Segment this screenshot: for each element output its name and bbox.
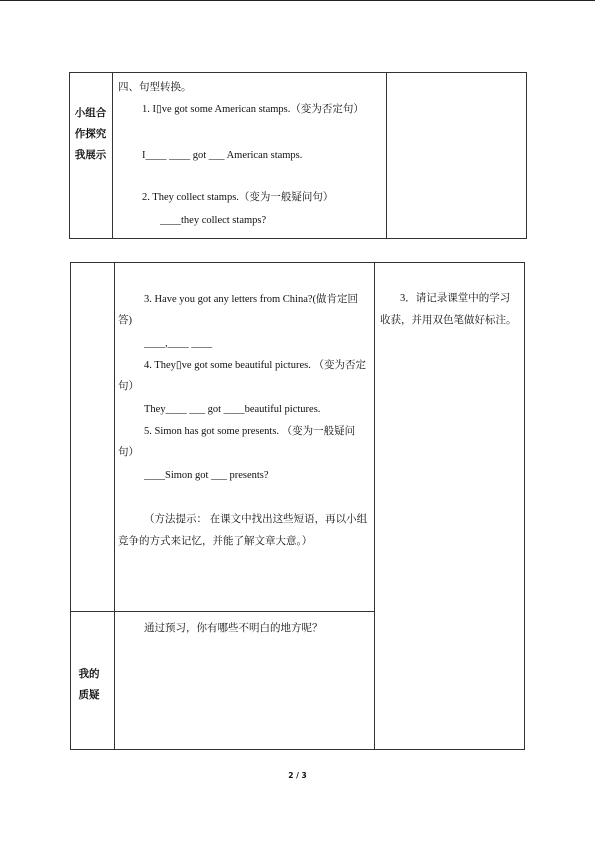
doubt-prompt: 通过预习，你有哪些不明白的地方呢？ bbox=[144, 623, 323, 634]
exercise-heading: 四、句型转换。 bbox=[118, 82, 192, 93]
exercise-q1-blank: I____ ____ got ___ American stamps. bbox=[142, 150, 303, 161]
page-number: 2 / 3 bbox=[288, 771, 307, 780]
exercise-q4-blank: They____ ___ got ____beautiful pictures. bbox=[144, 404, 321, 415]
table1-divider-left bbox=[112, 72, 113, 239]
method-tip: （方法提示： 在课文中找出这些短语，再以小组竞争的方式来记忆，并能了解文章大意。） bbox=[118, 514, 368, 547]
table2-row-divider bbox=[70, 611, 375, 612]
table2-divider-left bbox=[114, 262, 115, 750]
section-label-group-work: 小组合作探究我展示 bbox=[74, 107, 107, 161]
table-exercises-doubts bbox=[70, 262, 525, 750]
exercise-q2: 2. They collect stamps.（变为一般疑问句） bbox=[142, 192, 334, 203]
table1-divider-right bbox=[386, 72, 387, 239]
exercise-q3: 3. Have you got any letters from China?(做肯定回答) bbox=[118, 294, 359, 326]
exercise-q4: 4. They▯ve got some beautiful pictures. （变为否定句） bbox=[118, 360, 366, 392]
exercise-q5-blank: ____Simon got ___ presents? bbox=[144, 470, 269, 481]
exercise-q1: 1. I▯ve got some American stamps.（变为否定句） bbox=[142, 104, 364, 115]
exercise-q2-blank: ____they collect stamps? bbox=[160, 215, 267, 226]
exercise-q5: 5. Simon has got some presents. （变为一般疑问句） bbox=[118, 426, 356, 458]
section-label-my-doubts: 我的质疑 bbox=[78, 668, 100, 701]
page-top-rule bbox=[0, 0, 595, 1]
exercise-q3-blank: ____,____ ____ bbox=[144, 338, 213, 349]
learning-notes-instruction: 3．请记录课堂中的学习收获，并用双色笔做好标注。 bbox=[380, 293, 517, 326]
table2-divider-right bbox=[374, 262, 375, 750]
